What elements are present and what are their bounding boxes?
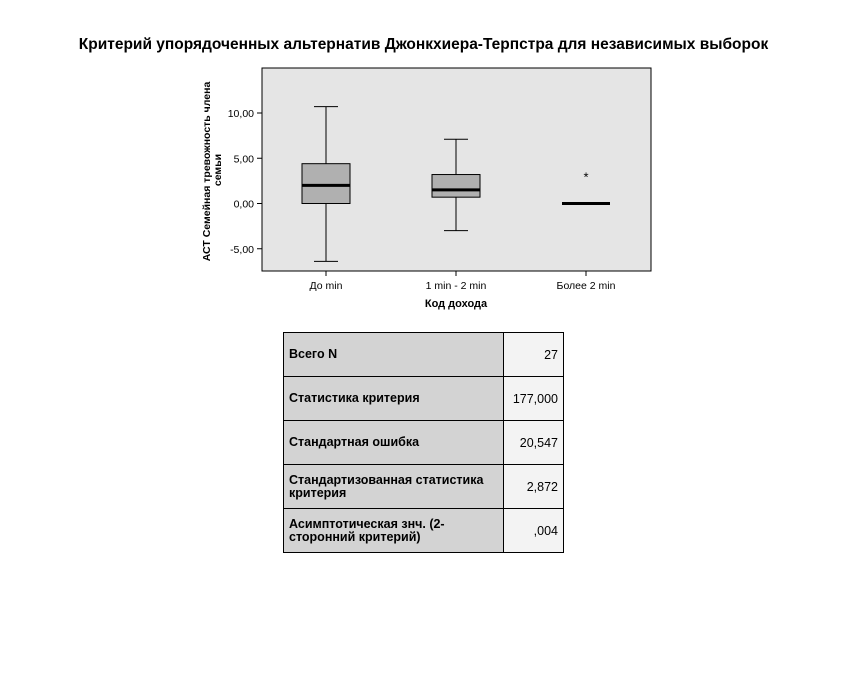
outlier-marker: * — [583, 169, 589, 185]
x-tick-label: Более 2 min — [556, 280, 616, 292]
row-value: 27 — [504, 333, 564, 377]
y-tick-label: -5,00 — [230, 243, 254, 256]
box-iqr — [432, 175, 480, 198]
row-label: Стандартизованная статистика критерия — [284, 465, 504, 509]
row-value: 2,872 — [504, 465, 564, 509]
table-row — [284, 333, 564, 377]
row-label: Стандартная ошибка — [284, 421, 504, 465]
table-row — [284, 421, 564, 465]
box-iqr — [302, 164, 350, 204]
row-label: Статистика критерия — [284, 377, 504, 421]
row-label: Всего N — [284, 333, 504, 377]
x-axis — [310, 271, 616, 292]
y-tick-label: 0,00 — [233, 198, 254, 211]
row-value: ,004 — [504, 509, 564, 553]
y-tick-label: 5,00 — [233, 153, 254, 166]
x-axis-label: Код дохода — [424, 298, 488, 310]
table-row — [284, 509, 564, 553]
box-plot — [0, 0, 847, 330]
row-value: 177,000 — [504, 377, 564, 421]
y-tick-label: 10,00 — [227, 108, 254, 120]
row-label: Асимптотическая знч. (2-сторонний критерий) — [284, 509, 504, 553]
y-axis-label — [201, 79, 224, 262]
table-row — [284, 465, 564, 509]
row-value: 20,547 — [504, 421, 564, 465]
chart-title: Критерий упорядоченных альтернатив Джонкхиера-Терпстра для независимых выборок — [78, 36, 769, 53]
y-axis-label-line-1: АСТ Семейная тревожность члена — [201, 81, 213, 262]
y-axis-label-line-2: семьи — [212, 153, 224, 187]
test-summary-table — [283, 332, 564, 553]
y-axis — [228, 108, 262, 256]
x-tick-label: 1 min - 2 min — [425, 280, 487, 292]
table-row — [284, 377, 564, 421]
x-tick-label: До min — [309, 280, 343, 292]
